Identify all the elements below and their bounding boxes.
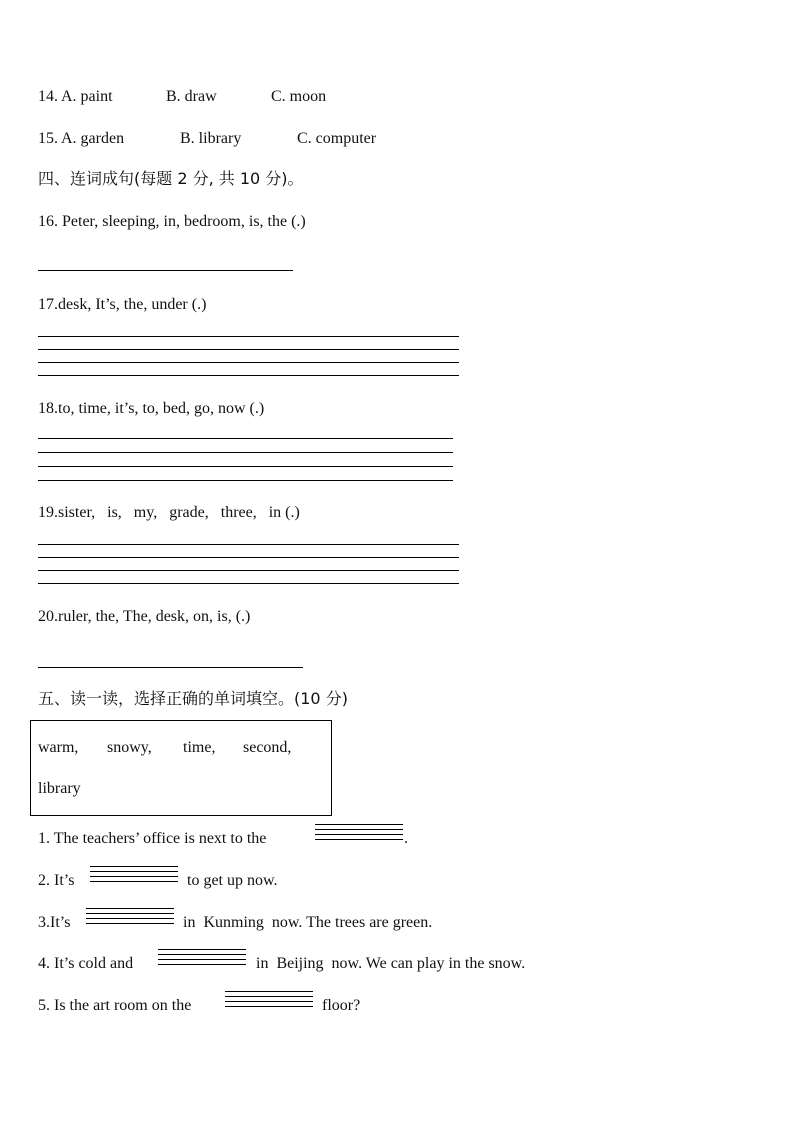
question-18-num: 18. bbox=[38, 400, 58, 417]
question-17-num: 17. bbox=[38, 296, 58, 313]
writing-line[interactable] bbox=[38, 480, 453, 481]
question-15-num: 15. bbox=[38, 130, 58, 147]
fill-sentence-3-end: in Kunming now. The trees are green. bbox=[183, 914, 433, 931]
fill-sentence-4-start: 4. It’s cold and bbox=[38, 955, 134, 972]
word-bank-item: second, bbox=[243, 739, 292, 756]
writing-line[interactable] bbox=[38, 349, 459, 350]
writing-line[interactable] bbox=[38, 466, 453, 467]
fill-blank-3[interactable] bbox=[86, 908, 174, 926]
writing-line[interactable] bbox=[38, 336, 459, 337]
fill-sentence-1-end: . bbox=[404, 830, 408, 847]
question-19-num: 19. bbox=[38, 504, 58, 521]
word-bank-item: warm, bbox=[38, 739, 79, 756]
section-4-heading: 四、连词成句(每题 2 分, 共 10 分)。 bbox=[38, 169, 304, 188]
question-17 bbox=[38, 295, 206, 315]
question-14-num: 14. bbox=[38, 88, 58, 105]
question-16 bbox=[38, 212, 306, 232]
writing-line[interactable] bbox=[38, 583, 459, 584]
answer-line[interactable] bbox=[38, 667, 303, 668]
word-bank-item: library bbox=[38, 780, 81, 797]
fill-sentence-2-start: 2. It’s bbox=[38, 872, 75, 889]
question-17-text: desk, It’s, the, under (.) bbox=[58, 296, 207, 313]
fill-blank-4[interactable] bbox=[158, 949, 246, 967]
fill-sentence-3-start: 3.It’s bbox=[38, 914, 71, 931]
question-20-text: ruler, the, The, desk, on, is, (.) bbox=[58, 608, 251, 625]
writing-line[interactable] bbox=[38, 438, 453, 439]
question-19-text: sister, is, my, grade, three, in (.) bbox=[58, 504, 300, 521]
question-20-num: 20. bbox=[38, 608, 58, 625]
fill-sentence-4-end: in Beijing now. We can play in the snow. bbox=[256, 955, 526, 972]
writing-line[interactable] bbox=[38, 557, 459, 558]
question-18 bbox=[38, 399, 264, 419]
question-16-num: 16. bbox=[38, 213, 58, 230]
question-20 bbox=[38, 607, 250, 627]
fill-sentence-1-start: 1. The teachers’ office is next to the bbox=[38, 830, 267, 847]
fill-sentence-5-end: floor? bbox=[322, 997, 361, 1014]
question-15-option-c: C. computer bbox=[297, 130, 377, 147]
fill-sentence-2-end: to get up now. bbox=[187, 872, 278, 889]
fill-blank-5[interactable] bbox=[225, 991, 313, 1009]
fill-blank-1[interactable] bbox=[315, 824, 403, 842]
word-bank-item: snowy, bbox=[107, 739, 152, 756]
question-15-option-a: A. garden bbox=[61, 130, 125, 147]
question-18-text: to, time, it’s, to, bed, go, now (.) bbox=[58, 400, 265, 417]
question-14-option-a: A. paint bbox=[61, 88, 113, 105]
writing-line[interactable] bbox=[38, 452, 453, 453]
writing-line[interactable] bbox=[38, 570, 459, 571]
writing-line[interactable] bbox=[38, 362, 459, 363]
fill-sentence-5-start: 5. Is the art room on the bbox=[38, 997, 192, 1014]
word-bank-box bbox=[30, 720, 332, 816]
word-bank-item: time, bbox=[183, 739, 216, 756]
writing-line[interactable] bbox=[38, 375, 459, 376]
question-19 bbox=[38, 503, 300, 523]
fill-blank-2[interactable] bbox=[90, 866, 178, 884]
writing-line[interactable] bbox=[38, 544, 459, 545]
question-14-option-b: B. draw bbox=[166, 88, 217, 105]
question-15-option-b: B. library bbox=[180, 130, 242, 147]
answer-line[interactable] bbox=[38, 270, 293, 271]
question-14-option-c: C. moon bbox=[271, 88, 327, 105]
question-16-text: Peter, sleeping, in, bedroom, is, the (.) bbox=[58, 213, 306, 230]
section-5-heading: 五、读一读，选择正确的单词填空。(10 分) bbox=[38, 689, 348, 708]
